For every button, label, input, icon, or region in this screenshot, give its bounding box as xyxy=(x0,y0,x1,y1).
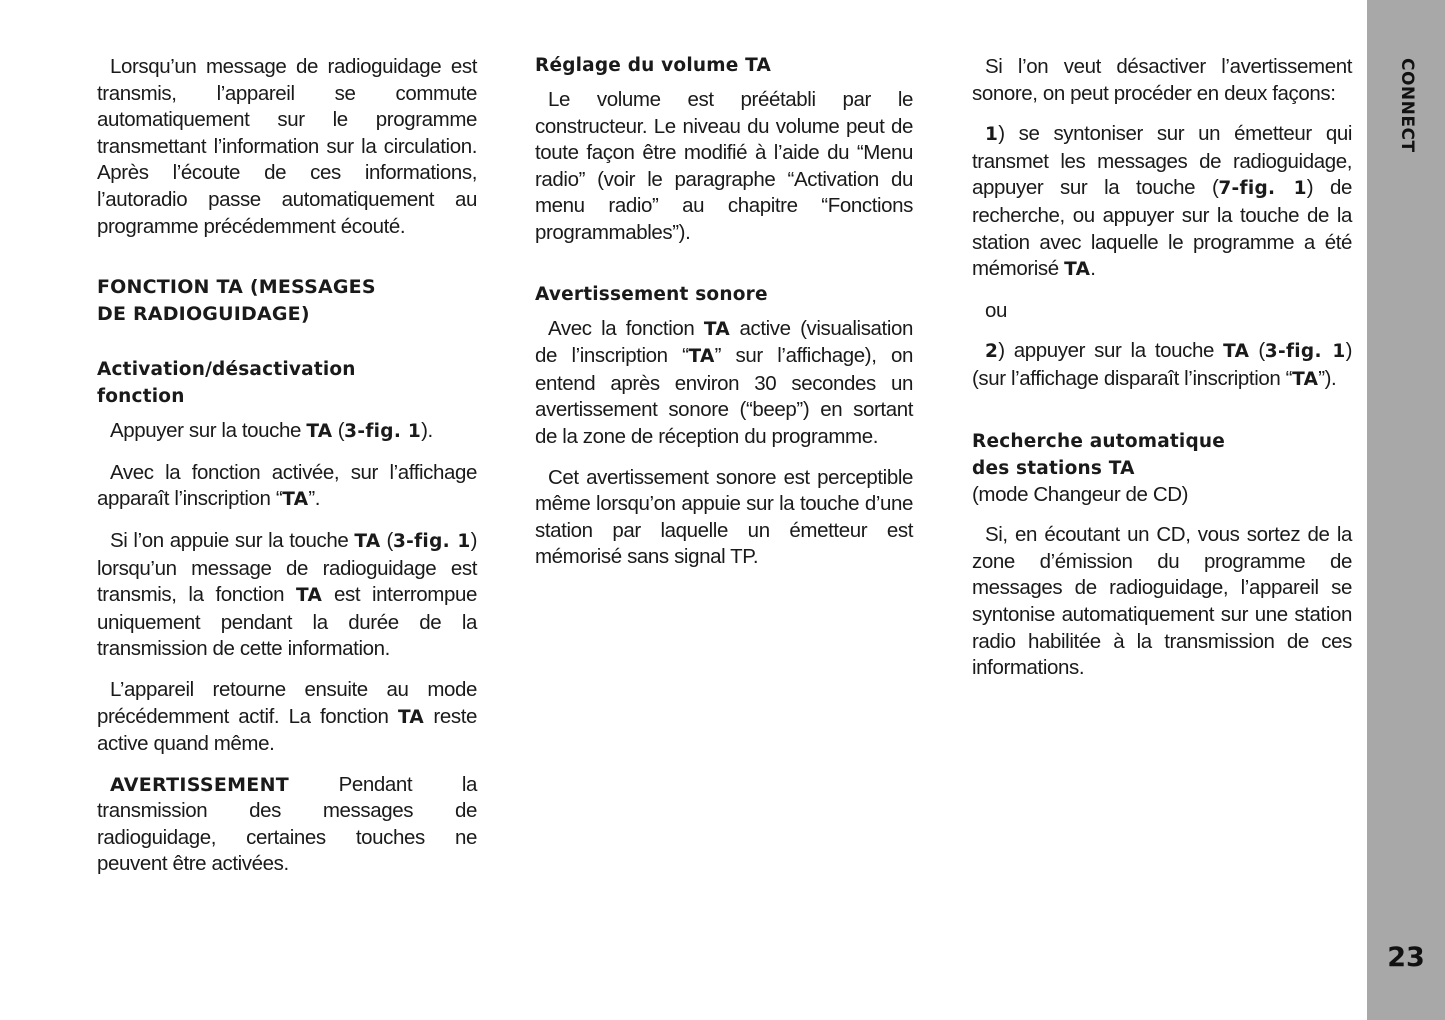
bold-ta: TA xyxy=(397,706,425,728)
subheading-activation xyxy=(97,356,477,410)
subheading-line-1: Activation/désactivation xyxy=(97,359,356,381)
return-paragraph xyxy=(97,677,477,758)
warning-label: AVERTISSEMENT xyxy=(110,773,290,796)
text: ( xyxy=(380,528,393,552)
text: ) se syntoniser sur un émetteur qui transmet les messages de radioguidage, appuyer sur la touche ( xyxy=(972,122,1352,200)
or-text: ou xyxy=(985,298,1008,322)
text: reste active quand même. xyxy=(97,704,477,756)
fig-reference: 3-fig. 1 xyxy=(1264,341,1346,363)
subheading-alert: Avertissement sonore xyxy=(535,283,768,305)
subheading-line-2: fonction xyxy=(97,386,185,408)
text: Avec la fonction activée, sur l’affichage apparaît l’inscription “ xyxy=(97,460,477,511)
subheading-volume: Réglage du volume TA xyxy=(535,55,771,76)
column-2 xyxy=(535,54,913,585)
intro-paragraph: Lorsqu’un message de radioguidage est transmis, l’appareil se commute automatiquement sur le programme transmettant l’information sur la circulation. Après l’écoute de ces informations, l’autoradio passe automatiquement au programme précédemment écouté. xyxy=(97,55,477,238)
search-mode-note: (mode Changeur de CD) xyxy=(972,482,1189,506)
subheading-line-1: Recherche automatique xyxy=(972,430,1226,452)
text: Avec la fonction xyxy=(548,316,704,340)
text: active (visualisation de l’inscription “ xyxy=(535,316,914,368)
page-number: 23 xyxy=(1387,942,1425,973)
subheading-search xyxy=(972,428,1352,482)
volume-paragraph: Le volume est préétabli par le constructeur. Le niveau du volume peut de toute façon être modifié à l’aide du “Menu radio” (voir le paragraphe “Activation du menu radio” au chapitre “Fonctions programmables”). xyxy=(535,88,913,244)
text: L’appareil retourne ensuite au mode précédemment actif. La fonction xyxy=(97,677,477,728)
bold-ta: TA xyxy=(306,421,333,443)
interrupt-paragraph xyxy=(97,528,477,663)
bold-ta: TA xyxy=(282,489,309,511)
activation-paragraph xyxy=(97,418,477,446)
alert-paragraph xyxy=(535,316,913,451)
fig-reference: 3-fig. 1 xyxy=(344,421,422,443)
bold-ta: TA xyxy=(1223,341,1250,363)
bold-ta: TA xyxy=(354,530,381,552)
alert-paragraph-2: Cet avertissement sonore est perceptible même lorsqu’on appuie sur la touche d’une station par laquelle un émetteur est mémorisé sans signal TP. xyxy=(535,465,913,569)
warning-text: Pendant la transmission des messages de radioguidage, certaines touches ne peuvent être activées. xyxy=(97,772,477,876)
text: est interrompue uniquement pendant la durée de la transmission de cette information. xyxy=(97,583,477,661)
text: ”. xyxy=(308,487,321,511)
text: ” sur l’affichage), on entend après environ 30 secondes un avertissement sonore (“beep”) en sortant de la zone de réception du programme. xyxy=(535,344,913,448)
bold-ta: TA xyxy=(703,318,730,340)
option-1-paragraph xyxy=(972,121,1352,284)
search-paragraph: Si, en écoutant un CD, vous sortez de la zone d’émission du programme de messages de radioguidage, l’appareil se syntonise automatiquement sur une station radio habilitée à la transmission de ces informations. xyxy=(972,523,1352,680)
bold-ta: TA xyxy=(1292,368,1319,390)
text: Appuyer sur la touche xyxy=(110,419,307,443)
section-heading-line-2: DE RADIOGUIDAGE) xyxy=(97,303,310,326)
fig-reference: 3-fig. 1 xyxy=(392,530,471,552)
text: . xyxy=(1090,257,1096,281)
bold-ta: TA xyxy=(1064,259,1091,281)
text: ) (sur l’affichage disparaît l’inscription “ xyxy=(972,339,1352,390)
bold-ta: TA xyxy=(295,585,323,607)
warning-paragraph xyxy=(97,772,477,878)
option-number: 2 xyxy=(985,341,999,363)
bold-ta: TA xyxy=(688,346,715,368)
text: ”). xyxy=(1318,366,1337,390)
text: ) lorsqu’un message de radioguidage est transmis, la fonction xyxy=(97,528,477,607)
text: ( xyxy=(332,419,345,443)
subheading-line-2: des stations TA xyxy=(972,457,1135,479)
text: ( xyxy=(1249,339,1265,363)
disable-intro-paragraph: Si l’on veut désactiver l’avertissement sonore, on peut procéder en deux façons: xyxy=(972,55,1352,105)
section-heading-fonction-ta xyxy=(97,274,477,328)
section-heading-line-1: FONCTION TA (MESSAGES xyxy=(97,276,376,299)
text: ). xyxy=(421,419,433,443)
fig-reference: 7-fig. 1 xyxy=(1218,178,1307,200)
option-number: 1 xyxy=(985,124,999,146)
side-tab-title: CONNECT xyxy=(1397,58,1417,153)
text: ) de recherche, ou appuyer sur la touche de la station avec laquelle le programme a été mémorisé xyxy=(972,176,1352,281)
text: Si l’on appuie sur la touche xyxy=(110,528,355,552)
option-2-paragraph xyxy=(972,338,1352,393)
display-paragraph xyxy=(97,460,477,514)
side-tab xyxy=(1367,0,1445,1020)
text: ) appuyer sur la touche xyxy=(998,339,1224,363)
column-1 xyxy=(97,54,477,892)
column-3 xyxy=(972,54,1352,696)
